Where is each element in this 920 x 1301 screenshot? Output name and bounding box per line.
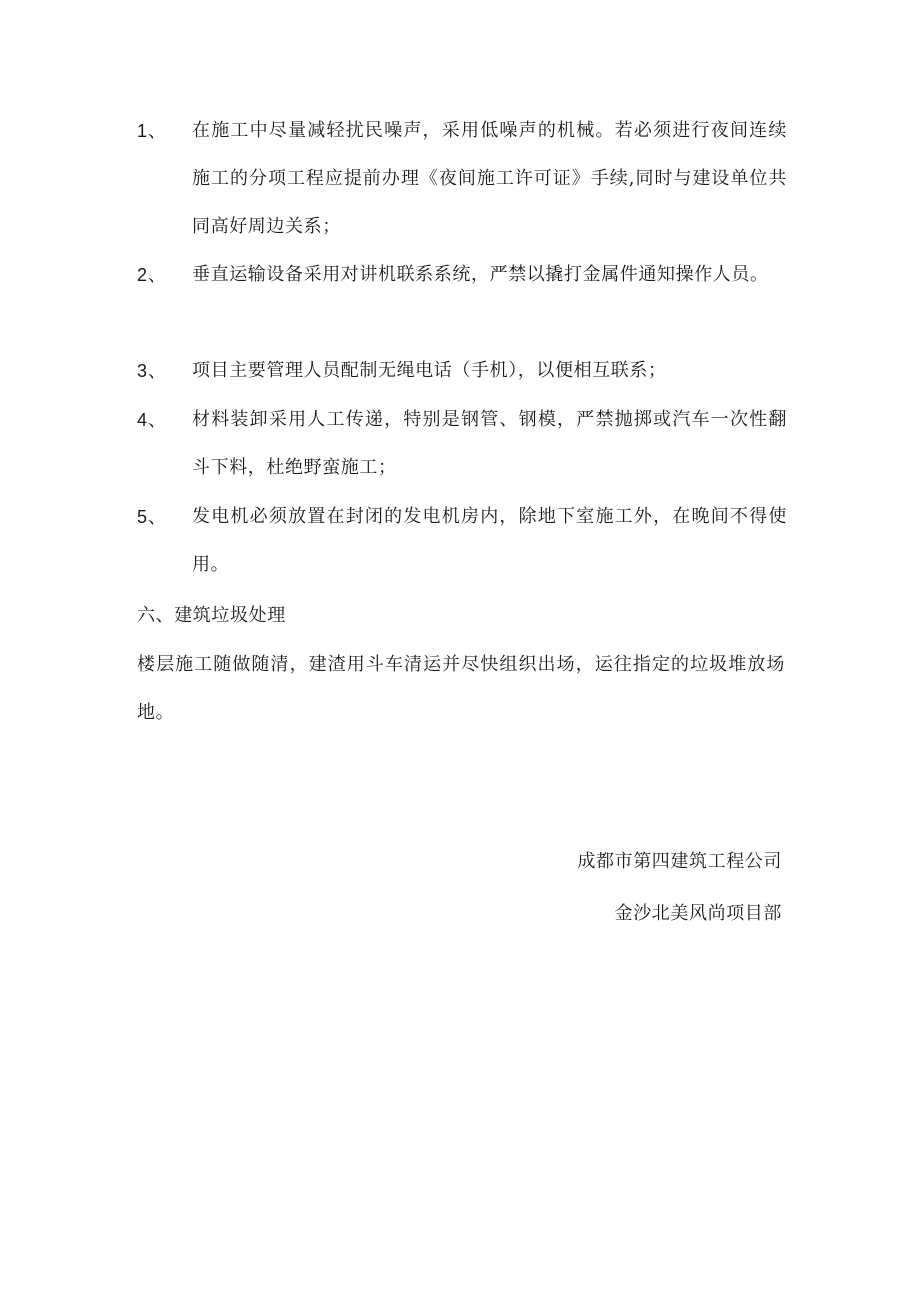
item-text: 垂直运输设备采用对讲机联系系统，严禁以撬打金属件通知操作人员。 bbox=[192, 264, 769, 285]
list-item-4 bbox=[137, 396, 787, 492]
item-number: 2、 bbox=[137, 265, 168, 285]
item-text: 项目主要管理人员配制无绳电话（手机），以便相互联系； bbox=[192, 360, 667, 381]
item-number: 1、 bbox=[137, 121, 168, 141]
item-number: 4、 bbox=[137, 410, 168, 430]
list-item-2 bbox=[137, 251, 787, 299]
list-item-5 bbox=[137, 493, 787, 589]
list-item-3 bbox=[137, 347, 787, 395]
item-text: 材料装卸采用人工传递，特别是钢管、钢模，严禁抛掷或汽车一次性翻斗下料，杜绝野蛮施工； bbox=[192, 409, 787, 478]
item-text: 在施工中尽量减轻扰民噪声，采用低噪声的机械。若必须进行夜间连续施工的分项工程应提前办理《夜间施工许可证》手续,同时与建设单位共同高好周边关系； bbox=[192, 120, 787, 237]
item-number: 5、 bbox=[137, 507, 168, 527]
item-number: 3、 bbox=[137, 361, 168, 381]
signature-department: 金沙北美风尚项目部 bbox=[614, 903, 782, 924]
section-paragraph: 楼层施工随做随清，建渣用斗车清运并尽快组织出场，运往指定的垃圾堆放场地。 bbox=[137, 654, 785, 723]
signature-company: 成都市第四建筑工程公司 bbox=[577, 851, 782, 872]
item-text: 发电机必须放置在封闭的发电机房内，除地下室施工外，在晚间不得使用。 bbox=[192, 506, 787, 575]
list-item-1 bbox=[137, 107, 787, 251]
section-heading: 六、建筑垃圾处理 bbox=[137, 605, 286, 626]
